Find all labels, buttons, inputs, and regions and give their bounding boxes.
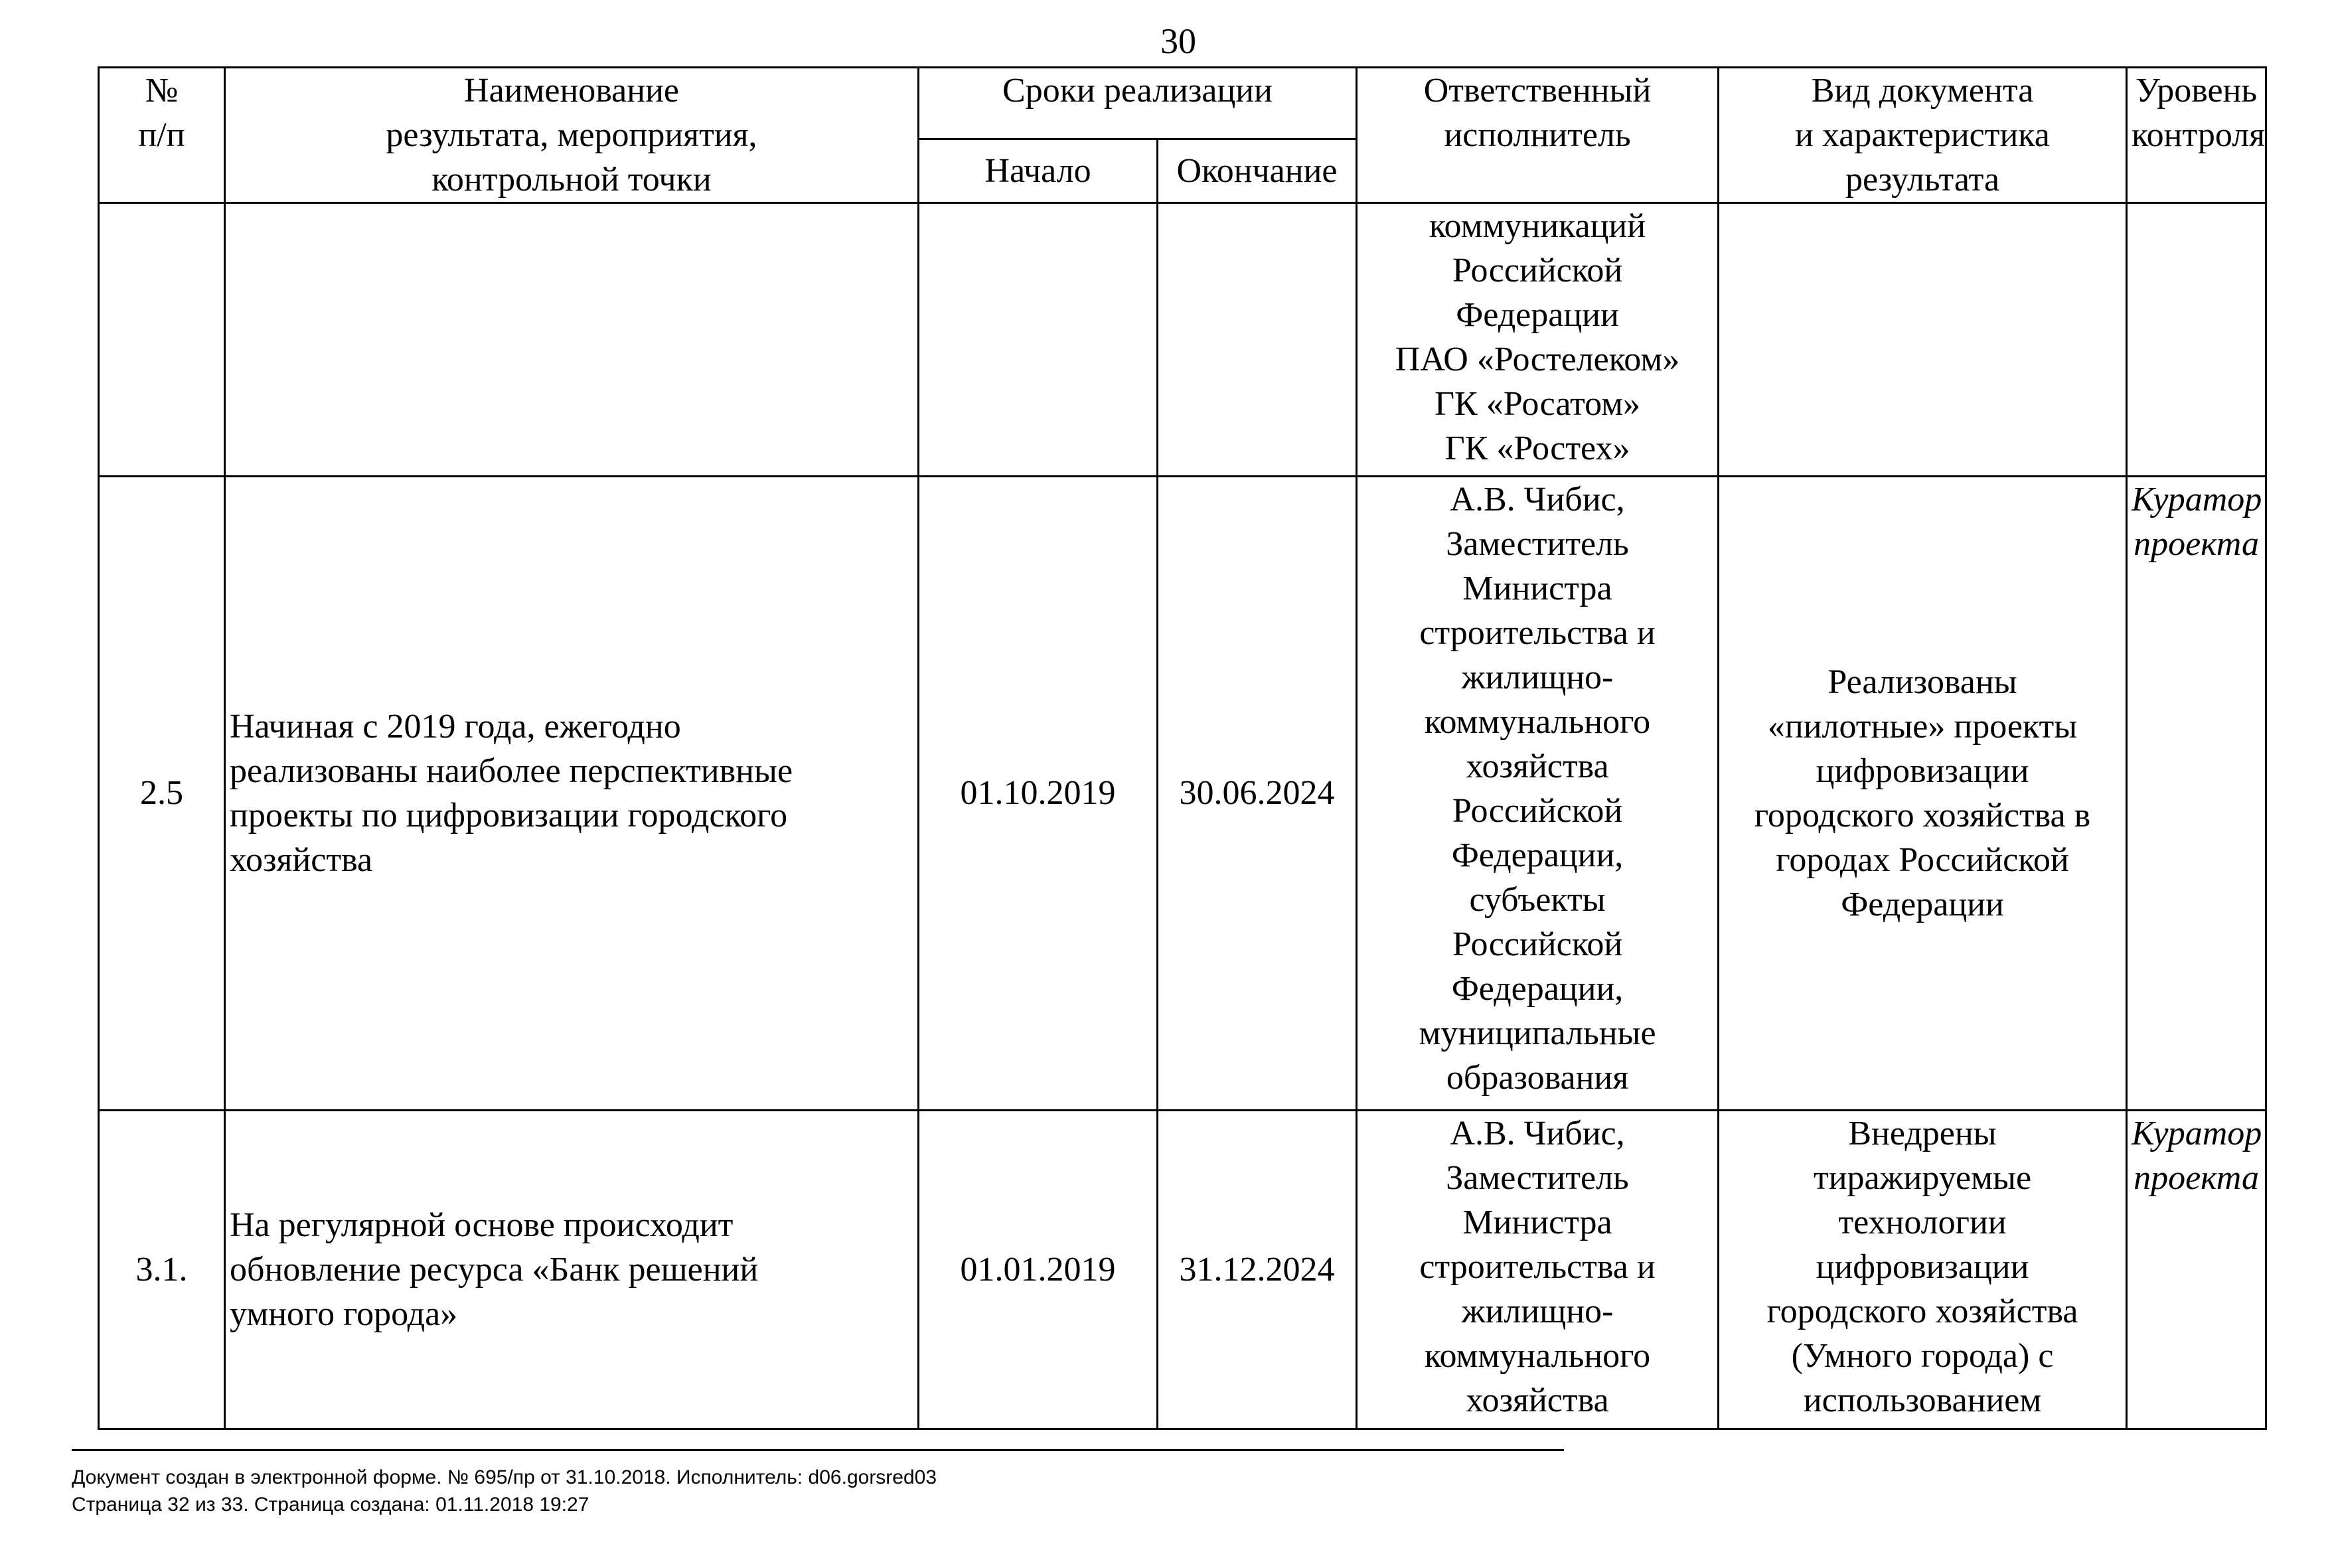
row-number [99,203,225,477]
text-line: обновление ресурса «Банк решений [230,1250,759,1289]
text-line: городах Российской [1776,840,2069,879]
text-line: Российской [1452,925,1623,963]
text-line: «пилотные» проекты [1767,707,2078,745]
row-start-date [919,203,1158,477]
text-line: контрольной точки [431,161,712,198]
text-line: субъекты [1469,881,1606,919]
text-line: коммуникаций [1429,207,1646,245]
text-line: образования [1446,1059,1629,1097]
footer-line-1: Документ создан в электронной форме. № 695/пр от 31.10.2018. Исполнитель: d06.gorsred03 [72,1466,937,1488]
header-doc-type [1719,68,2127,203]
text-line: муниципальные [1419,1014,1656,1052]
text-line: хозяйства [1466,747,1609,785]
text-line: и характеристика [1795,116,2050,154]
text-line: умного города» [230,1294,458,1333]
text-line: ПАО «Ростелеком» [1395,341,1680,378]
text-line: контроля [2132,116,2266,154]
text-line: ГК «Ростех» [1444,430,1630,467]
implementation-plan-table [98,66,2267,1430]
header-end: Окончание [1158,139,1357,203]
text-line: городского хозяйства в [1754,796,2091,834]
page-number: 30 [1160,21,1196,61]
text-line: На регулярной основе происходит [230,1206,734,1244]
document-footer [72,1464,937,1518]
row-number: 3.1. [99,1110,225,1429]
row-responsible [1357,477,1719,1111]
footer-rule [72,1449,1564,1451]
text-line: Заместитель [1446,1158,1629,1197]
text-line: строительства и [1419,1247,1656,1286]
header-name [225,68,919,203]
text-line: тиражируемые [1814,1158,2032,1197]
footer-line-2: Страница 32 из 33. Страница создана: 01.11.2018 19:27 [72,1494,589,1516]
text-line: Вид документа [1811,72,2034,110]
text-line: А.В. Чибис, [1450,1114,1625,1152]
row-doc-type [1719,477,2127,1111]
row-responsible [1357,203,1719,477]
text-line: хозяйства [1466,1381,1609,1419]
header-dates-group: Сроки реализации [919,68,1357,139]
text-line: жилищно- [1461,659,1614,696]
text-line: исполнитель [1444,116,1631,154]
text-line: проекта [2134,1158,2259,1197]
row-control [2127,203,2266,477]
text-line: Реализованы [1827,663,2017,701]
text-line: использованием [1803,1381,2042,1419]
row-name [225,1110,919,1429]
text-line: Министра [1462,570,1612,607]
row-end-date [1158,203,1357,477]
text-line: результата, мероприятия, [386,116,757,154]
text-line: Российской [1452,252,1623,289]
text-line: А.В. Чибис, [1450,481,1625,518]
header-control [2127,68,2266,203]
row-number: 2.5 [99,477,225,1111]
text-line: Внедрены [1848,1114,1997,1152]
row-end-date: 31.12.2024 [1158,1110,1357,1429]
row-start-date: 01.10.2019 [919,477,1158,1111]
text-line: жилищно- [1461,1292,1614,1330]
text-line: Наименование [464,72,679,110]
row-doc-type [1719,1110,2127,1429]
text-line: Федерации, [1451,970,1624,1008]
header-responsible [1357,68,1719,203]
text-line: проекты по цифровизации городского [230,796,788,834]
text-line: Министра [1462,1203,1612,1241]
text-line: Федерации, [1451,836,1624,874]
row-name [225,477,919,1111]
text-line: технологии [1838,1203,2007,1241]
text-line: строительства и [1419,614,1656,652]
text-line: (Умного города) с [1791,1336,2054,1375]
text-line: Федерации [1841,885,2004,923]
text-line: реализованы наиболее перспективные [230,751,793,790]
row-control [2127,1110,2266,1429]
text-line: Ответственный [1423,72,1652,110]
row-start-date: 01.01.2019 [919,1110,1158,1429]
row-doc-type [1719,203,2127,477]
text-line: ГК «Росатом» [1434,385,1641,423]
text-line: п/п [138,116,185,154]
table-row [99,477,2266,1111]
row-responsible [1357,1110,1719,1429]
text-line: Уровень [2135,72,2258,110]
text-line: коммунального [1424,703,1651,741]
text-line: Российской [1452,792,1623,830]
text-line: хозяйства [230,840,373,879]
text-line: проекта [2134,525,2259,563]
row-name [225,203,919,477]
text-line: цифровизации [1816,751,2029,790]
table-row [99,203,2266,477]
text-line: Куратор [2132,481,2262,518]
header-start: Начало [919,139,1158,203]
table-row [99,1110,2266,1429]
text-line: Куратор [2132,1114,2262,1152]
text-line: № [145,72,179,110]
text-line: Начиная с 2019 года, ежегодно [230,707,681,745]
text-line: Федерации [1456,296,1619,334]
text-line: городского хозяйства [1766,1292,2078,1330]
row-end-date: 30.06.2024 [1158,477,1357,1111]
header-number [99,68,225,203]
row-control [2127,477,2266,1111]
text-line: Заместитель [1446,525,1629,563]
text-line: результата [1845,161,2000,198]
text-line: цифровизации [1816,1247,2029,1286]
text-line: коммунального [1424,1336,1651,1375]
